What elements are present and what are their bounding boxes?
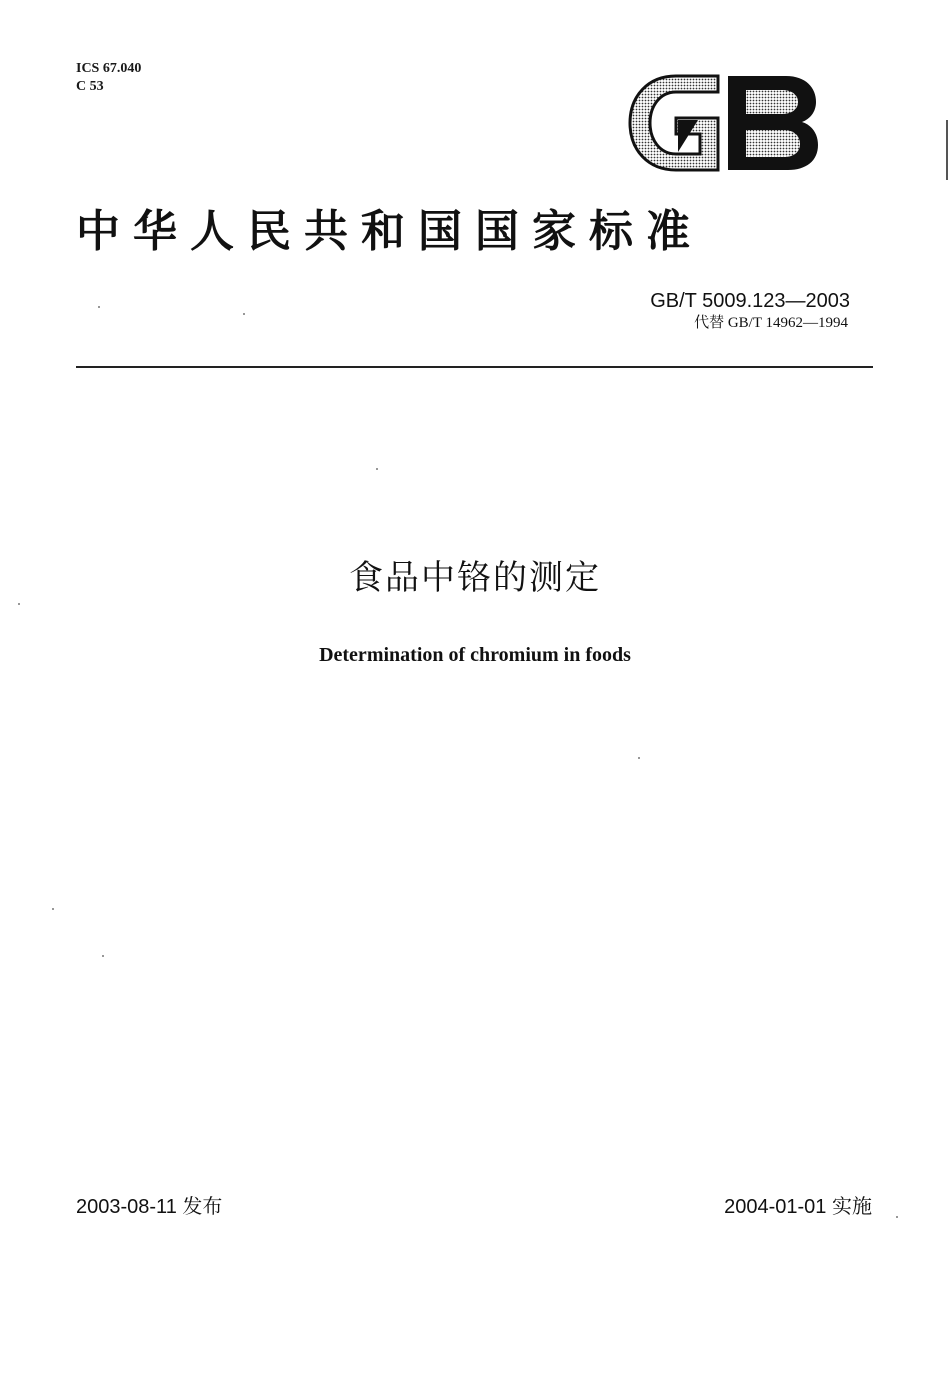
scan-speck [896, 1216, 898, 1218]
scan-speck [98, 306, 100, 308]
scan-speck [243, 313, 245, 315]
gb-logo-g-letter [630, 76, 718, 170]
scan-speck [102, 955, 104, 957]
document-title-english: Determination of chromium in foods [319, 644, 631, 666]
classification-codes [76, 60, 141, 96]
ics-code: ICS 67.040 [76, 61, 142, 76]
document-title-chinese: 食品中铬的测定 [349, 558, 601, 598]
gb-logo-b-letter [728, 76, 818, 170]
issue-date: 2003-08-11 发布 [76, 1196, 223, 1218]
scan-edge-mark [946, 120, 948, 180]
standard-number: GB/T 5009.123—2003 [650, 290, 850, 312]
header-divider [76, 366, 873, 368]
national-standard-title: 中华人民共和国国家标准 [76, 206, 703, 257]
scan-speck [18, 603, 20, 605]
implementation-date: 2004-01-01 实施 [724, 1196, 872, 1218]
gb-logo [626, 72, 822, 174]
ccs-code: C 53 [76, 79, 104, 94]
replaces-standard: 代替 GB/T 14962—1994 [694, 315, 848, 331]
scan-speck [52, 908, 54, 910]
scan-speck [376, 468, 378, 470]
scan-speck [638, 757, 640, 759]
